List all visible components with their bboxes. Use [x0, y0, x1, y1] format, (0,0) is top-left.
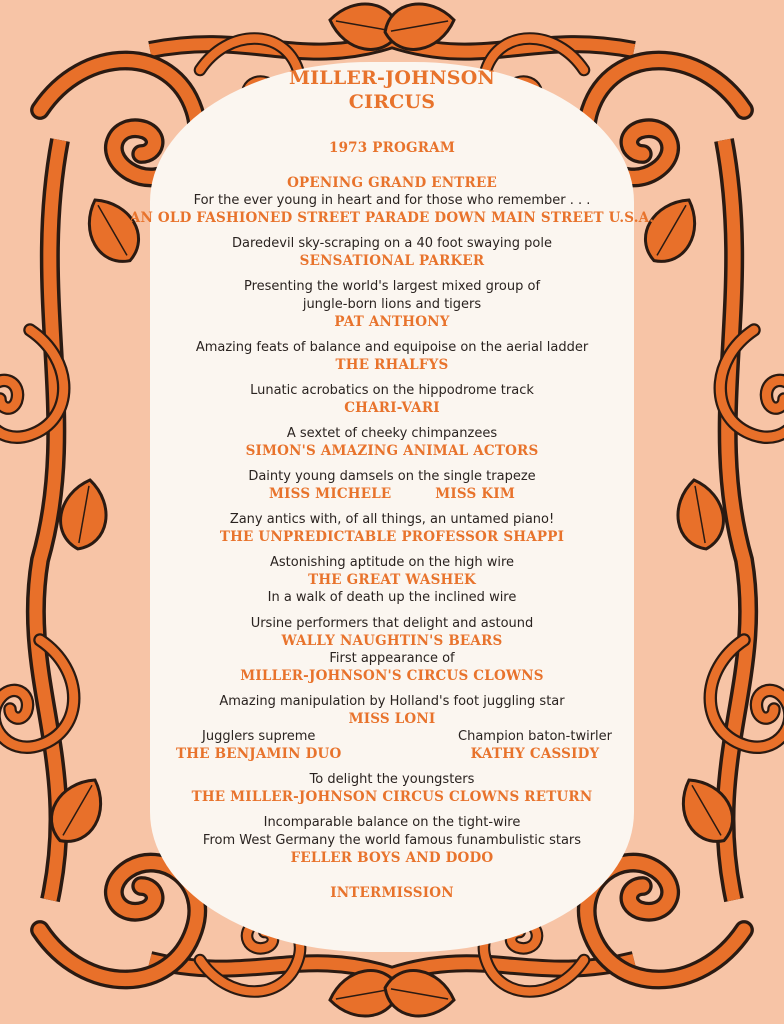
circus-title	[120, 66, 664, 114]
act-name: FELLER BOYS AND DODO	[290, 850, 494, 866]
act-name: MISS MICHELE	[269, 486, 392, 502]
act-description: Incomparable balance on the tight-wire	[263, 815, 521, 830]
act-item	[120, 771, 664, 806]
act-item	[120, 235, 664, 270]
act-name-pair	[120, 486, 664, 503]
act-name: THE RHALFYS	[335, 357, 449, 373]
act-name: THE BENJAMIN DUO	[176, 746, 342, 762]
act-item	[120, 693, 664, 728]
act-description: Amazing feats of balance and equipoise on the aerial ladder	[195, 340, 589, 355]
act-item-left	[176, 728, 341, 763]
act-name: THE UNPREDICTABLE PROFESSOR SHAPPI	[219, 529, 565, 545]
act-description: Presenting the world's largest mixed group of	[243, 279, 541, 294]
act-description: First appearance of	[329, 651, 455, 666]
intermission-label: INTERMISSION	[330, 885, 454, 901]
act-description: Daredevil sky-scraping on a 40 foot swaying pole	[232, 236, 552, 251]
act-name-second: MISS KIM	[435, 486, 515, 502]
act-name: SIMON'S AMAZING ANIMAL ACTORS	[245, 443, 539, 459]
act-item	[120, 192, 664, 227]
act-item	[120, 425, 664, 460]
act-item-pair	[176, 728, 612, 763]
act-name: AN OLD FASHIONED STREET PARADE DOWN MAIN STREET U.S.A.	[129, 210, 655, 226]
act-name: PAT ANTHONY	[334, 314, 450, 330]
act-item	[120, 554, 664, 607]
act-item	[120, 650, 664, 685]
act-description-line-2: jungle-born lions and tigers	[302, 297, 482, 312]
title-line-1: MILLER-JOHNSON	[288, 67, 496, 89]
act-description: Zany antics with, of all things, an untamed piano!	[229, 512, 555, 527]
act-name: OPENING GRAND ENTREE	[287, 175, 497, 191]
act-description: Amazing manipulation by Holland's foot juggling star	[219, 694, 565, 709]
act-description: A sextet of cheeky chimpanzees	[286, 426, 498, 441]
act-name: SENSATIONAL PARKER	[299, 253, 485, 269]
act-item	[120, 511, 664, 546]
act-name: MISS LONI	[348, 711, 436, 727]
act-description: Champion baton-twirler	[458, 729, 612, 744]
act-name: THE MILLER-JOHNSON CIRCUS CLOWNS RETURN	[191, 789, 593, 805]
act-description-after: In a walk of death up the inclined wire	[267, 590, 517, 605]
act-description: Ursine performers that delight and astound	[250, 616, 534, 631]
act-name: KATHY CASSIDY	[470, 746, 600, 762]
act-item-right	[458, 728, 612, 763]
act-description-line-2: From West Germany the world famous funambulistic stars	[202, 833, 582, 848]
act-name: CHARI-VARI	[344, 400, 440, 416]
act-item	[120, 382, 664, 417]
act-description: Jugglers supreme	[202, 729, 316, 744]
act-item	[120, 615, 664, 650]
act-item	[120, 814, 664, 867]
act-item	[120, 339, 664, 374]
act-item	[120, 175, 664, 192]
act-description: To delight the youngsters	[309, 772, 475, 787]
act-name: THE GREAT WASHEK	[308, 572, 476, 588]
program-content	[120, 66, 664, 902]
act-description: Dainty young damsels on the single trapeze	[248, 469, 536, 484]
act-item	[120, 468, 664, 503]
act-description: Lunatic acrobatics on the hippodrome track	[250, 383, 534, 398]
act-description: Astonishing aptitude on the high wire	[269, 555, 515, 570]
program-heading: 1973 PROGRAM	[329, 140, 455, 156]
act-name: MILLER-JOHNSON'S CIRCUS CLOWNS	[240, 668, 544, 684]
title-line-2: CIRCUS	[348, 91, 436, 113]
act-list	[120, 175, 664, 867]
act-item	[120, 278, 664, 331]
act-name: WALLY NAUGHTIN'S BEARS	[281, 633, 503, 649]
act-description: For the ever young in heart and for those who remember . . .	[193, 193, 591, 208]
